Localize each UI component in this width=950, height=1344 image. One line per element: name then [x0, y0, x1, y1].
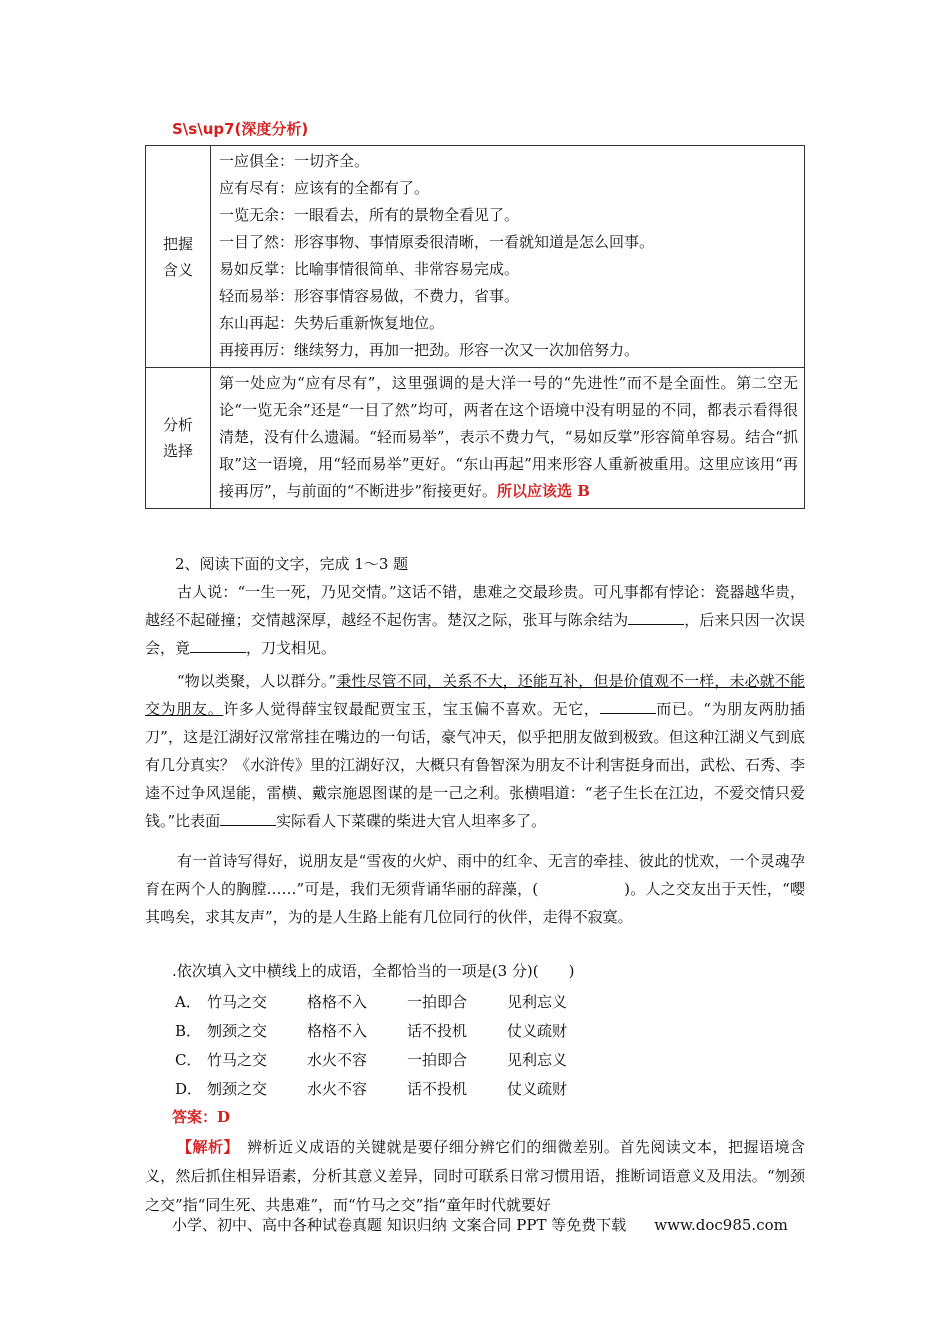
row-label-meaning: 把握 含义	[146, 146, 211, 368]
fill-blank-3	[600, 699, 656, 714]
fill-blank-1	[628, 610, 684, 625]
passage-paragraph-2: “物以类聚，人以群分。”秉性尽管不同，关系不大，还能互补，但是价值观不一样，未必就不能交为朋友。许多人觉得薛宝钗最配贾宝玉，宝玉偏不喜欢。无它， 而已。“为朋友两肋插刀”，这是江湖好汉常常挂在嘴边的一句话，豪气冲天，似乎把朋友做到极致。但这种江湖义气到底有几分真实？《水浒传》里的江湖好汉，大概只有鲁智深为朋友不计利害挺身而出，武松、石秀、李逵不过争风逞能，雷横、戴宗施恩图谋的是一己之利。张横唱道：“老子生长在江边，不爱交情只爱钱。”比表面 实际看人下菜碟的柴进大官人坦率多了。	[145, 672, 806, 830]
analysis-text: 第一处应为“应有尽有”，这里强调的是大洋一号的“先进性”而不是全面性。第二空无论“一览无余”还是“一目了然”均可，两者在这个语境中没有明显的不同，都表示看得很清楚，没有什么遗漏。“轻而易举”，表示不费力气，“易如反掌”形容简单容易。结合“抓取”这一语境，用“轻而易举”更好。“东山再起”用来形容人重新被重用。这里应该用“再接再厉”，与前面的“不断进步”衔接更好。	[219, 374, 798, 500]
definition-line: 应有尽有：应该有的全都有了。	[219, 179, 430, 197]
table-row-meaning	[146, 146, 805, 368]
option-c: C． 竹马之交 水火不容 一拍即合 见利忘义	[175, 1051, 568, 1069]
definition-line: 再接再厉：继续努力，再加一把劲。形容一次又一次加倍努力。	[219, 341, 640, 359]
analysis-table	[145, 145, 805, 509]
definition-line: 易如反掌：比喻事情很简单、非常容易完成。	[219, 260, 520, 278]
row-label-analysis: 分析 选择	[146, 368, 211, 509]
underlined-sentence: 秉性尽管不同，关系不大，还能互补，但是价值观不一样，未必就不能交为朋友。	[145, 672, 805, 718]
fill-blank-2	[190, 638, 246, 653]
explanation-text: 辨析近义成语的关键就是要仔细分辨它们的细微差别。首先阅读文本，把握语境含义，然后抓住相异语素，分析其意义差异，同时可联系日常习惯用语，推断词语意义及用法。“刎颈之交”指“同生死、共患难”，而“竹马之交”指“童年时代就要好	[145, 1138, 805, 1214]
analysis-cell	[211, 368, 805, 509]
footer-url: www.doc985.com	[654, 1216, 788, 1234]
definition-line: 一目了然：形容事物、事情原委很清晰，一看就知道是怎么回事。	[219, 233, 655, 251]
explanation-paragraph	[145, 1133, 805, 1220]
definitions-cell	[211, 146, 805, 368]
page-footer	[172, 1214, 788, 1235]
answer-line: 答案：D	[172, 1108, 231, 1126]
option-b: B． 刎颈之交 格格不入 话不投机 仗义疏财	[175, 1022, 568, 1040]
explanation-block	[145, 1133, 805, 1220]
passage-paragraph-3: 有一首诗写得好，说朋友是“雪夜的火炉、雨中的红伞、无言的牵挂、彼此的忧欢，一个灵魂孕育在两个人的胸膛……”可是，我们无须背诵华丽的辞藻，( )。人之交友出于天性，“嘤其鸣矣，求其友声”，为的是人生路上能有几位同行的伙伴，走得不寂寞。	[145, 852, 805, 926]
definition-line: 一应俱全：一切齐全。	[219, 152, 370, 170]
section-heading: S\s\up7(深度分析)	[172, 120, 309, 138]
question-stem: .依次填入文中横线上的成语，全都恰当的一项是(3 分)( )	[172, 962, 575, 980]
explanation-tag: 【解析】	[177, 1138, 232, 1156]
analysis-conclusion: 所以应该选 B	[497, 482, 590, 500]
definition-line: 轻而易举：形容事情容易做，不费力，省事。	[219, 287, 520, 305]
question-intro: 2、阅读下面的文字，完成 1～3 题	[175, 555, 409, 573]
fill-blank-4	[220, 811, 276, 826]
definition-line: 一览无余：一眼看去，所有的景物全看见了。	[219, 206, 520, 224]
reading-passage	[145, 578, 805, 931]
definition-line: 东山再起：失势后重新恢复地位。	[219, 314, 445, 332]
option-a: A． 竹马之交 格格不入 一拍即合 见利忘义	[175, 993, 568, 1011]
option-d: D． 刎颈之交 水火不容 话不投机 仗义疏财	[175, 1080, 568, 1098]
options-list	[175, 990, 607, 1106]
footer-text: 小学、初中、高中各种试卷真题 知识归纳 文案合同 PPT 等免费下载	[172, 1216, 627, 1234]
table-row-analysis	[146, 368, 805, 509]
passage-paragraph-1: 古人说：“一生一死，乃见交情。”这话不错，患难之交最珍贵。可凡事都有悖论：瓷器越华贵，越经不起碰撞；交情越深厚，越经不起伤害。楚汉之际，张耳与陈余结为 ，后来只因一次误会，竟 ，刀戈相见。	[145, 583, 805, 657]
